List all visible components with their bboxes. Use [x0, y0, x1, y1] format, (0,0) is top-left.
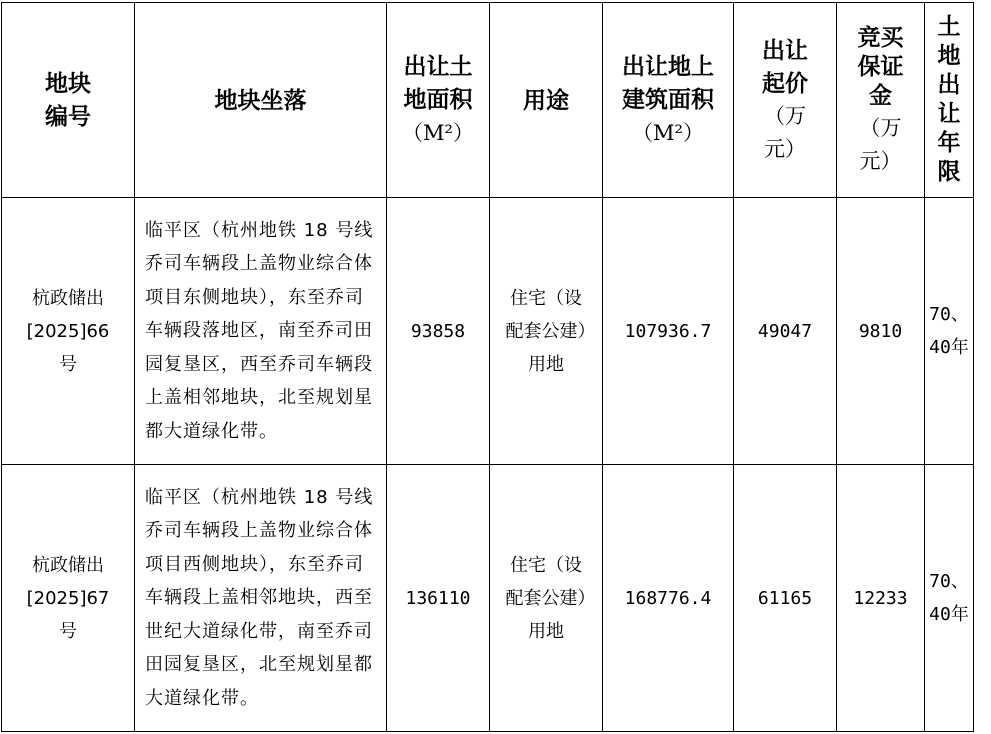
- header-row: [2, 3, 974, 198]
- cell-building-area: [603, 465, 734, 732]
- header-land-area: [387, 3, 490, 198]
- cell-land-area: [387, 465, 490, 732]
- cell-parcel-no: [2, 465, 135, 732]
- header-deposit-unit: （万元）: [859, 115, 902, 173]
- building-area-text: 107936.7: [624, 320, 712, 342]
- header-use: [490, 3, 603, 198]
- term-text: 70、40年: [929, 571, 969, 625]
- header-location: [135, 3, 387, 198]
- land-transfer-table: [1, 2, 974, 732]
- parcel-no-text: 杭政储出[2025]67号: [26, 554, 110, 642]
- land-area-text: 93858: [410, 320, 466, 342]
- deposit-text: 9810: [858, 320, 903, 342]
- term-text: 70、40年: [929, 304, 969, 358]
- cell-parcel-no: [2, 198, 135, 465]
- header-building-area-text: 出让地上建筑面积: [622, 53, 714, 113]
- cell-use: [490, 465, 603, 732]
- building-area-text: 168776.4: [624, 587, 712, 609]
- cell-location: [135, 198, 387, 465]
- use-text: 住宅（设配套公建）用地: [505, 287, 587, 375]
- header-term-text: 土地出让年限: [937, 13, 961, 185]
- deposit-text: 12233: [853, 587, 908, 609]
- header-use-text: 用途: [523, 86, 569, 114]
- header-parcel-no-text: 地块编号: [45, 70, 91, 130]
- cell-location: [135, 465, 387, 732]
- header-start-price-unit: （万元）: [764, 104, 806, 161]
- cell-term: [925, 198, 974, 465]
- header-building-area-unit: （M²）: [632, 121, 704, 145]
- header-location-text: 地块坐落: [214, 86, 307, 114]
- header-start-price-text: 出让起价: [762, 37, 808, 97]
- cell-use: [490, 198, 603, 465]
- land-area-text: 136110: [405, 587, 471, 609]
- use-text: 住宅（设配套公建）用地: [505, 554, 587, 642]
- header-term: [925, 3, 974, 198]
- location-text: 临平区（杭州地铁 18 号线乔司车辆段上盖物业综合体项目西侧地块），东至乔司车辆段上盖相邻地块，西至世纪大道绿化带，南至乔司田园复垦区，北至规划星都大道绿化带。: [145, 486, 374, 709]
- cell-building-area: [603, 198, 734, 465]
- header-building-area: [603, 3, 734, 198]
- start-price-text: 61165: [757, 587, 813, 609]
- cell-deposit: [837, 198, 925, 465]
- header-deposit-text: 竞买保证金: [857, 23, 904, 109]
- cell-land-area: [387, 198, 490, 465]
- header-land-area-unit: （M²）: [402, 121, 474, 145]
- header-deposit: [837, 3, 925, 198]
- location-text: 临平区（杭州地铁 18 号线乔司车辆段上盖物业综合体项目东侧地块），东至乔司车辆段落地区，南至乔司田园复垦区，西至乔司车辆段上盖相邻地块，北至规划星都大道绿化带。: [145, 219, 374, 442]
- header-start-price: [734, 3, 837, 198]
- start-price-text: 49047: [757, 320, 813, 342]
- header-land-area-text: 出让土地面积: [403, 53, 473, 113]
- cell-term: [925, 465, 974, 732]
- cell-start-price: [734, 198, 837, 465]
- header-parcel-no: [2, 3, 135, 198]
- table-row: [2, 198, 974, 465]
- parcel-no-text: 杭政储出[2025]66号: [26, 287, 110, 375]
- table-row: [2, 465, 974, 732]
- cell-start-price: [734, 465, 837, 732]
- cell-deposit: [837, 465, 925, 732]
